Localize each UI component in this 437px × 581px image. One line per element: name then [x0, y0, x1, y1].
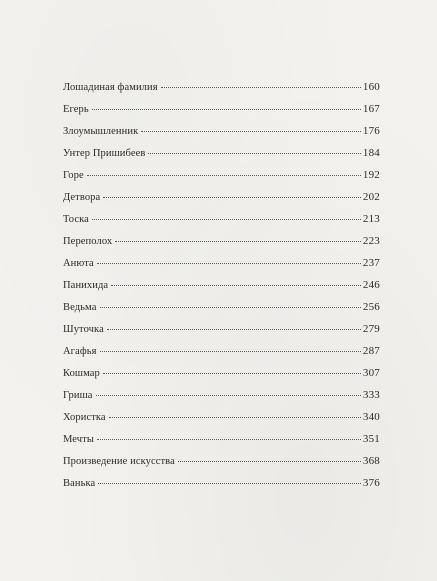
toc-entry-page: 176: [362, 125, 380, 137]
toc-dot-leader: [141, 130, 361, 132]
toc-entry-title: Ведьма: [63, 302, 97, 313]
toc-entry-page: 160: [362, 81, 380, 93]
toc-entry: [63, 120, 380, 142]
toc-dot-leader: [103, 372, 361, 374]
toc-entry-page: 213: [362, 213, 380, 225]
toc-dot-leader: [100, 306, 361, 308]
toc-dot-leader: [98, 482, 361, 484]
toc-dot-leader: [103, 196, 361, 198]
toc-entry: [63, 230, 380, 252]
toc-entry: [63, 252, 380, 274]
toc-entry: [63, 472, 380, 494]
toc-dot-leader: [178, 460, 361, 462]
toc-entry-page: 351: [362, 433, 380, 445]
toc-entry-title: Ванька: [63, 478, 96, 489]
toc-entry-title: Панихида: [63, 280, 109, 291]
toc-entry-page: 340: [362, 411, 380, 423]
toc-entry-title: Лошадиная фамилия: [63, 82, 158, 93]
toc-dot-leader: [107, 328, 361, 330]
toc-entry-page: 376: [362, 477, 380, 489]
toc-entry-page: 256: [362, 301, 380, 313]
toc-entry-page: 368: [362, 455, 380, 467]
toc-entry: [63, 208, 380, 230]
toc-entry-title: Гриша: [63, 390, 93, 401]
toc-entry: [63, 142, 380, 164]
toc-entry-title: Тоска: [63, 214, 89, 225]
toc-dot-leader: [97, 438, 361, 440]
toc-dot-leader: [96, 394, 361, 396]
toc-entry: [63, 450, 380, 472]
toc-entry-title: Анюта: [63, 258, 94, 269]
toc-entry-title: Егерь: [63, 104, 89, 115]
toc-entry-page: 246: [362, 279, 380, 291]
toc-entry: [63, 274, 380, 296]
toc-entry: [63, 164, 380, 186]
toc-entry-title: Шуточка: [63, 324, 104, 335]
toc-entry: [63, 384, 380, 406]
toc-entry: [63, 428, 380, 450]
toc-dot-leader: [115, 240, 361, 242]
toc-dot-leader: [97, 262, 361, 264]
toc-entry-title: Переполох: [63, 236, 113, 247]
toc-dot-leader: [87, 174, 361, 176]
toc-dot-leader: [161, 86, 361, 88]
toc-entry: [63, 76, 380, 98]
table-of-contents: [63, 76, 380, 494]
toc-entry-page: 192: [362, 169, 380, 181]
toc-entry-title: Хористка: [63, 412, 106, 423]
toc-entry: [63, 406, 380, 428]
toc-entry: [63, 98, 380, 120]
toc-entry-title: Унтер Пришибеев: [63, 148, 146, 159]
toc-entry-title: Кошмар: [63, 368, 100, 379]
toc-dot-leader: [111, 284, 361, 286]
toc-entry-title: Злоумышленник: [63, 126, 139, 137]
toc-dot-leader: [92, 218, 361, 220]
toc-entry-title: Горе: [63, 170, 84, 181]
toc-entry-title: Мечты: [63, 434, 95, 445]
toc-entry-page: 223: [362, 235, 380, 247]
toc-entry-title: Детвора: [63, 192, 101, 203]
toc-entry: [63, 296, 380, 318]
toc-entry-page: 279: [362, 323, 380, 335]
toc-entry-page: 184: [362, 147, 380, 159]
toc-entry-page: 333: [362, 389, 380, 401]
toc-dot-leader: [92, 108, 361, 110]
toc-entry-page: 167: [362, 103, 380, 115]
toc-entry-page: 287: [362, 345, 380, 357]
toc-dot-leader: [148, 152, 360, 154]
toc-entry: [63, 340, 380, 362]
toc-entry: [63, 318, 380, 340]
toc-entry: [63, 362, 380, 384]
toc-dot-leader: [100, 350, 361, 352]
toc-dot-leader: [109, 416, 361, 418]
toc-entry-page: 237: [362, 257, 380, 269]
toc-entry: [63, 186, 380, 208]
toc-entry-title: Произведение искусства: [63, 456, 175, 467]
toc-entry-title: Агафья: [63, 346, 97, 357]
toc-entry-page: 307: [362, 367, 380, 379]
toc-entry-page: 202: [362, 191, 380, 203]
